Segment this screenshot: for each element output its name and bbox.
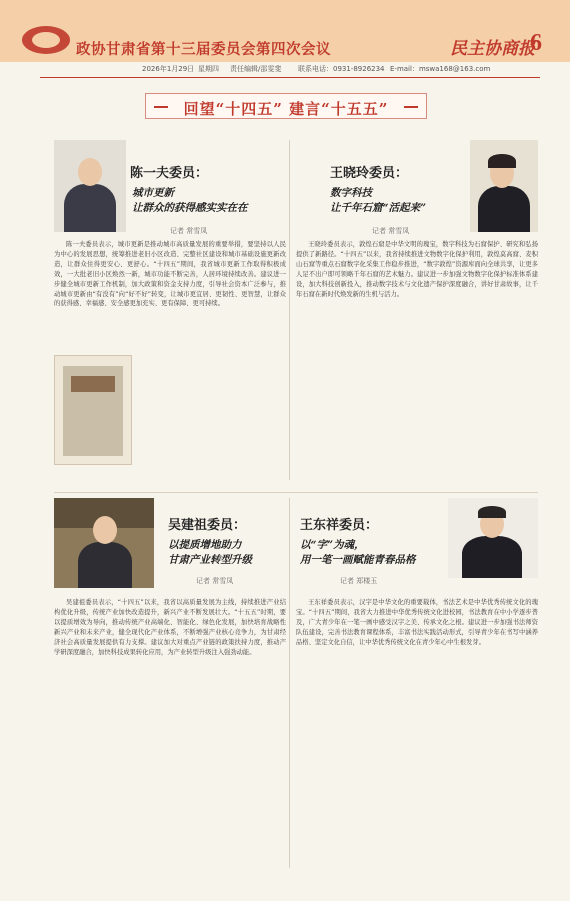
article-1-body: 陈一夫委员表示，城市更新是推动城市高质量发展的重要举措，要坚持以人民为中心的发展思想，统筹推进老旧小区改造、完整社区建设和城市基础设施更新改造，让群众住得更安心、更舒心。“十四五”期间，我省城市更新工作取得积极成效，一大批老旧小区焕然一新，城市功能不断完善，人居环境持续改善。建议进一步健全城市更新工作机制，加大政策和资金支持力度，引导社会资本广泛参与，推动城市更新由“有没有”向“好不好”转变，让城市更宜居、更韧性、更智慧，让群众的获得感、幸福感、安全感更加充实、更有保障、更可持续。 (54, 241, 286, 308)
article-2-portrait (470, 140, 538, 232)
article-2-byline: 记者 常雪凤 (372, 227, 410, 235)
topic-banner (145, 93, 427, 119)
article-2-speaker: 王晓玲委员： (330, 166, 409, 181)
article-4-headline (300, 538, 460, 568)
article-4-portrait (448, 498, 538, 578)
editor-credit: 责任编辑/邵雯斐 (230, 65, 282, 73)
page-number: 6 (530, 30, 542, 56)
issue-date: 2026年1月29日 (142, 65, 195, 73)
article-2-body: 王晓玲委员表示，敦煌石窟是中华文明的瑰宝，数字科技为石窟保护、研究和弘扬提供了新路径。“十四五”以来，我省持续推进文物数字化保护利用，敦煌莫高窟、麦积山石窟等重点石窟数字化采集工作稳步推进，“数字敦煌”资源库面向全球共享，让更多人足不出户即可领略千年石窟的艺术魅力。建议进一步加强文物数字化保护标准体系建设，加大科技创新投入，推动数字技术与文化遗产保护深度融合，讲好甘肃故事，让千年石窟在新时代焕发新的生机与活力。 (296, 241, 538, 298)
issue-weekday: 星期四 (198, 65, 219, 73)
article-3-portrait (54, 498, 154, 588)
newspaper-brand: 民主协商报 (450, 39, 535, 59)
article-1-headline (132, 186, 282, 216)
contact-email: E-mail：mswa168@163.com (390, 65, 491, 73)
article-1-speaker: 陈一夫委员： (130, 166, 209, 181)
article-3-headline-line1: 以提质增地助力 (168, 539, 242, 551)
article-3-speaker: 吴建祖委员： (168, 518, 247, 533)
article-3-body: 吴建祖委员表示，“十四五”以来，我省以高质量发展为主线，持续推进产业结构优化升级，传统产业加快改造提升，新兴产业不断发展壮大。“十五五”时期，要以提质增效为导向，推动传统产业高端化、智能化、绿色化发展，加快培育战略性新兴产业和未来产业，健全现代化产业体系，不断增强产业核心竞争力，为甘肃经济社会高质量发展提供有力支撑。建议加大对重点产业链的政策扶持力度，推动产学研深度融合，加快科技成果转化应用，为产业转型升级注入强劲动能。 (54, 599, 286, 656)
emblem-icon (22, 26, 70, 54)
meta-bar (0, 62, 570, 76)
article-3-headline (168, 538, 288, 568)
article-2-headline-line2: 让千年石窟“活起来” (330, 202, 427, 214)
article-4-body: 王东祥委员表示，汉字是中华文化的重要载体，书法艺术是中华优秀传统文化的瑰宝。“十四五”期间，我省大力推进中华优秀传统文化进校园，书法教育在中小学逐步普及，广大青少年在一笔一画中感受汉字之美、传承文化之根。建议进一步加强书法师资队伍建设，完善书法教育课程体系，丰富书法实践活动形式，引导青少年在书写中涵养品格、坚定文化自信，让中华优秀传统文化在青少年心中生根发芽。 (296, 599, 538, 646)
column-divider-bottom (289, 498, 290, 868)
contact-phone: 联系电话：0931-8926234 (298, 65, 385, 73)
header-rule (40, 77, 540, 78)
article-4-headline-line1: 以“字”为魂， (300, 539, 365, 551)
article-1-byline: 记者 常雪凤 (170, 227, 208, 235)
article-2-headline (330, 186, 480, 216)
column-divider-top (289, 140, 290, 480)
masthead (0, 0, 570, 62)
article-4-byline: 记者 郑楼玉 (340, 577, 378, 585)
article-1-headline-line2: 让群众的获得感实实在在 (132, 202, 248, 214)
banner-ornament-right (404, 106, 418, 108)
article-4-headline-line2: 用一笔一画赋能青春品格 (300, 554, 416, 566)
article-2-headline-line1: 数字科技 (330, 187, 372, 199)
article-3-headline-line2: 甘肃产业转型升级 (168, 554, 252, 566)
section-divider (54, 492, 538, 493)
article-3-byline: 记者 常雪凤 (196, 577, 234, 585)
article-1-portrait (54, 140, 126, 232)
article-1-inset-photo (54, 355, 132, 465)
article-1-headline-line1: 城市更新 (132, 187, 174, 199)
section-title: 政协甘肃省第十三届委员会第四次会议 (76, 42, 331, 58)
article-4-speaker: 王东祥委员： (300, 518, 379, 533)
topic-banner-title: 回望“十四五” 建言“十五五” (183, 100, 389, 118)
